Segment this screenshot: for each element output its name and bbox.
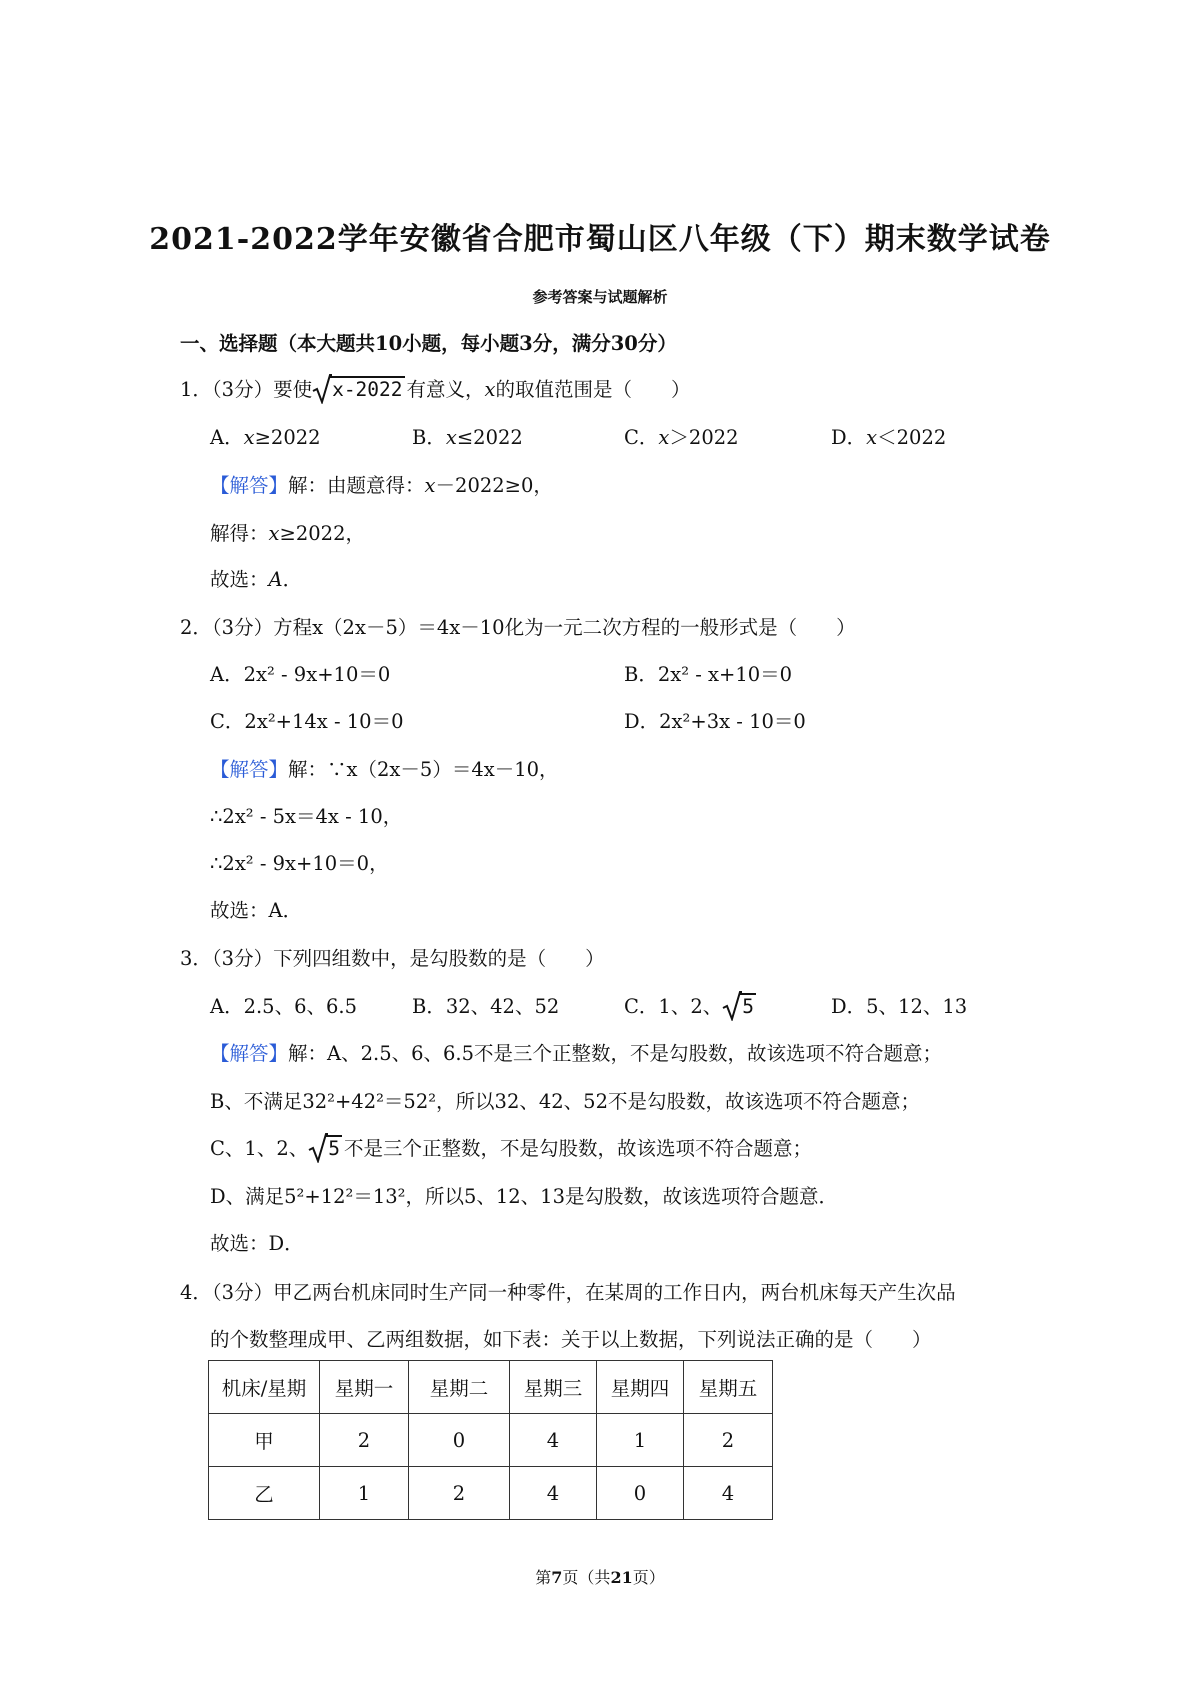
answer-2-line-1: 【解答】解：∵x（2x－5）＝4x－10，: [210, 758, 559, 781]
question-3-stem: 3．（3分）下列四组数中，是勾股数的是（ ）: [180, 947, 605, 970]
data-table: [208, 1360, 773, 1520]
answer-3-choice: 故选：D．: [210, 1232, 304, 1255]
answer-2-choice: 故选：A．: [210, 899, 303, 922]
q3-option-d: D．5、12、13: [831, 995, 968, 1018]
answer-1-choice: 故选：A．: [210, 568, 303, 591]
section-heading: 一、选择题（本大题共10小题，每小题3分，满分30分）: [180, 332, 677, 355]
question-4-stem-2: 的个数整理成甲、乙两组数据，如下表：关于以上数据，下列说法正确的是（ ）: [210, 1328, 932, 1351]
question-1-stem: [180, 376, 691, 404]
table-header-row: [209, 1361, 773, 1414]
q2-option-a: A．2x² - 9x+10＝0: [210, 663, 391, 686]
option-c: C．x＞2022: [624, 426, 739, 449]
question-1-text: 有意义，: [406, 378, 485, 401]
table-cell: 2: [320, 1414, 409, 1467]
table-row: [209, 1467, 773, 1520]
answer-tag: 【解答】: [210, 758, 289, 781]
table-header-cell: 星期五: [684, 1361, 773, 1414]
table-cell: 0: [409, 1414, 510, 1467]
q2-option-d: D．2x²+3x - 10＝0: [624, 710, 806, 733]
table-cell: 甲: [209, 1414, 320, 1467]
total-pages: 21: [610, 1568, 633, 1587]
page-number: 7: [551, 1568, 563, 1587]
table-row: [209, 1414, 773, 1467]
table-header-cell: 星期二: [409, 1361, 510, 1414]
answer-1-line-1: 【解答】解：由题意得：x－2022≥0，: [210, 474, 553, 497]
answer-3-line-3: C、1、2、 5 不是三个正整数，不是勾股数，故该选项不符合题意；: [210, 1135, 812, 1163]
sqrt-expression: 5: [308, 1135, 342, 1163]
table-header-cell: 星期一: [320, 1361, 409, 1414]
answer-1-line-2: 解得：x≥2022，: [210, 522, 365, 545]
table-header-cell: 机床/星期: [209, 1361, 320, 1414]
question-2-stem: 2．（3分）方程x（2x－5）＝4x－10化为一元二次方程的一般形式是（ ）: [180, 616, 856, 639]
answer-tag: 【解答】: [210, 474, 289, 497]
option-d: D．x＜2022: [831, 426, 947, 449]
sqrt-expression: 5: [722, 993, 756, 1021]
table-cell: 2: [409, 1467, 510, 1520]
table-cell: 1: [320, 1467, 409, 1520]
q2-option-c: C．2x²+14x - 10＝0: [210, 710, 404, 733]
q3-option-a: A．2.5、6、6.5: [210, 995, 358, 1018]
answer-2-line-3: ∴2x² - 9x+10＝0，: [210, 852, 389, 875]
page-subtitle: 参考答案与试题解析: [532, 288, 668, 306]
question-4-stem-1: 4．（3分）甲乙两台机床同时生产同一种零件，在某周的工作日内，两台机床每天产生次品: [180, 1281, 956, 1304]
radicand: x-2022: [332, 378, 403, 401]
table-header-cell: 星期四: [597, 1361, 684, 1414]
answer-3-line-2: B、不满足32²+42²＝52²，所以32、42、52不是勾股数，故该选项不符合题意；: [210, 1090, 920, 1113]
variable-x: x: [484, 378, 496, 401]
question-1-number: 1．（3分）要使: [180, 378, 313, 401]
q3-option-c: C．1、2、 5: [624, 993, 758, 1021]
question-1-text-end: 的取值范围是（ ）: [495, 378, 691, 401]
sqrt-expression: [312, 376, 404, 404]
answer-3-line-1: 【解答】解：A、2.5、6、6.5不是三个正整数，不是勾股数，故该选项不符合题意；: [210, 1042, 943, 1065]
option-b: B．x≤2022: [412, 426, 523, 449]
table-cell: 4: [510, 1467, 597, 1520]
q3-option-b: B．32、42、52: [412, 995, 560, 1018]
page-footer: 第7页（共21页）: [535, 1568, 665, 1587]
answer-2-line-2: ∴2x² - 5x＝4x - 10，: [210, 805, 403, 828]
option-a: A．x≥2022: [210, 426, 321, 449]
page-title: 2021-2022学年安徽省合肥市蜀山区八年级（下）期末数学试卷: [149, 222, 1051, 257]
table-cell: 乙: [209, 1467, 320, 1520]
table-cell: 4: [684, 1467, 773, 1520]
table-cell: 2: [684, 1414, 773, 1467]
table-cell: 0: [597, 1467, 684, 1520]
table-cell: 4: [510, 1414, 597, 1467]
table-header-cell: 星期三: [510, 1361, 597, 1414]
answer-3-line-4: D、满足5²+12²＝13²，所以5、12、13是勾股数，故该选项符合题意．: [210, 1185, 838, 1208]
answer-tag: 【解答】: [210, 1042, 289, 1065]
table-cell: 1: [597, 1414, 684, 1467]
q2-option-b: B．2x² - x+10＝0: [624, 663, 793, 686]
